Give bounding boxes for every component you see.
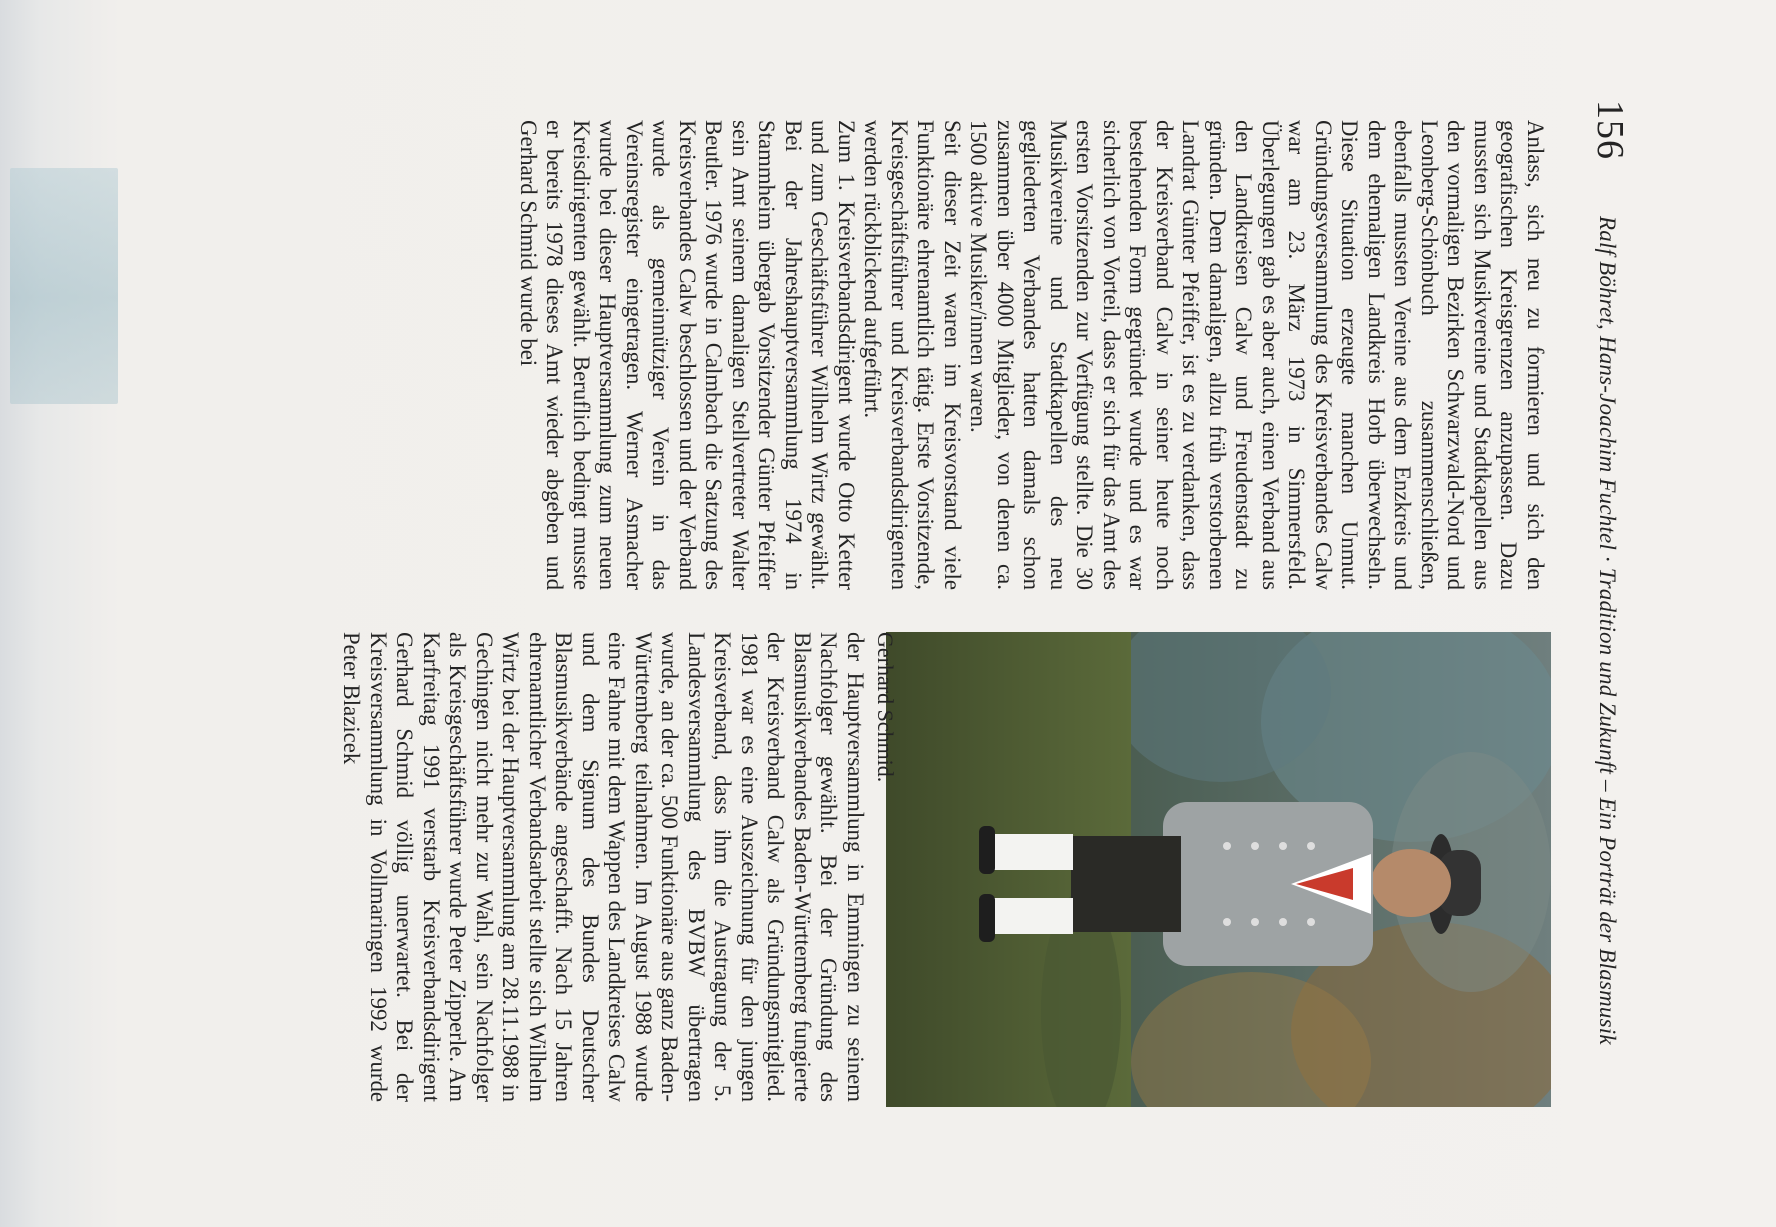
left-column — [515, 120, 1549, 590]
right-column — [338, 632, 868, 1102]
portrait-photo-icon — [886, 632, 1551, 1107]
paragraph: Seit dieser Zeit waren im Kreisvorstand viele Funktionäre ehrenamtlich tätig. Erste Vorsitzende, Kreisgeschäftsführer und Kreisverbandsdirigenten werden rückblickend aufgeführt. — [860, 120, 965, 590]
running-head: Ralf Böhret, Hans-Joachim Fuchtel · Tradition und Zukunft – Ein Porträt der Blasmusik — [1595, 216, 1620, 1045]
paragraph: Anlass, sich neu zu formieren und sich den geografischen Kreisgrenzen anzupassen. Dazu mussten sich Musikvereine und Stadtkapellen aus den vormaligen Bezirken Schwarzwald-Nord und Leonberg-Schönbuch zusammenschließen, ebenfalls mussten Vereine aus dem Enzkreis und dem ehemaligen Landkreis Horb überwechseln. Diese Situation erzeugte manchen Unmut. Gründungsversammlung des Kreisverbandes Calw war am 23. März 1973 in Simmersfeld. Überlegungen gab es aber auch, einen Verband aus den Landkreisen Calw und Freudenstadt zu gründen. Dem damaligen, allzu früh verstorbenen Landrat Günter Pfeiffer, ist es zu verdanken, dass der Kreisverband Calw in seiner heute noch bestehenden Form gegründet wurde und es war sicherlich von Vorteil, dass er sich für das Amt des ersten Vorsitzenden zur Verfügung stellte. Die 30 Musikvereine und Stadtkapellen des neu gegliederten Verbandes hatten damals schon zusammen über 4000 Mitglieder, von denen ca. 1500 aktive Musiker/innen waren. — [966, 120, 1548, 590]
paragraph: Zum 1. Kreisverbandsdirigent wurde Otto Ketter und zum Geschäftsführer Wilhelm Wirtz gewählt. Bei der Jahreshauptversammlung 1974 in Stammheim übergab Vorsitzender Günter Pfeiffer sein Amt seinem damaligen Stellvertreter Walter Beutler. 1976 wurde in Calmbach die Satzung des Kreisverbandes Calw beschlossen und der Verband wurde als gemeinnütziger Verein in das Vereinsregister eingetragen. Werner Asmacher wurde bei dieser Hauptversammlung zum neuen Kreisdirigenten gewählt. Beruflich bedingt musste er bereits 1978 dieses Amt wieder abgeben und Gerhard Schmid wurde bei — [516, 120, 859, 590]
page-number: 156 — [1589, 100, 1631, 160]
page-header — [1580, 100, 1640, 1180]
paragraph: der Hauptversammlung in Emmingen zu seinem Nachfolger gewählt. Bei der Gründung des Blasmusikverbandes Baden-Württemberg fungierte der Kreisverband Calw als Gründungsmitglied. 1981 war es eine Auszeichnung für den jungen Kreisverband, dass ihm die Austragung der 5. Landesversammlung des BVBW übertragen wurde, an der ca. 500 Funktionäre aus ganz Baden-Württemberg teilnahmen. Im August 1988 wurde eine Fahne mit dem Wappen des Landkreises Calw und dem Signum des Bundes Deutscher Blasmusikverbände angeschafft. Nach 15 Jahren ehrenamtlicher Verbandsarbeit stellte sich Wilhelm Wirtz bei der Hauptversammlung am 28.11.1988 in Gechingen nicht mehr zur Wahl, sein Nachfolger als Kreisgeschäftsführer wurde Peter Zipperle. Am Karfreitag 1991 verstarb Kreisverbandsdirigent Gerhard Schmid völlig unerwartet. Bei der Kreisversammlung in Vollmaringen 1992 wurde Peter Blazicek — [339, 632, 868, 1102]
photo-caption: Gerhard Schmid. — [873, 632, 898, 783]
